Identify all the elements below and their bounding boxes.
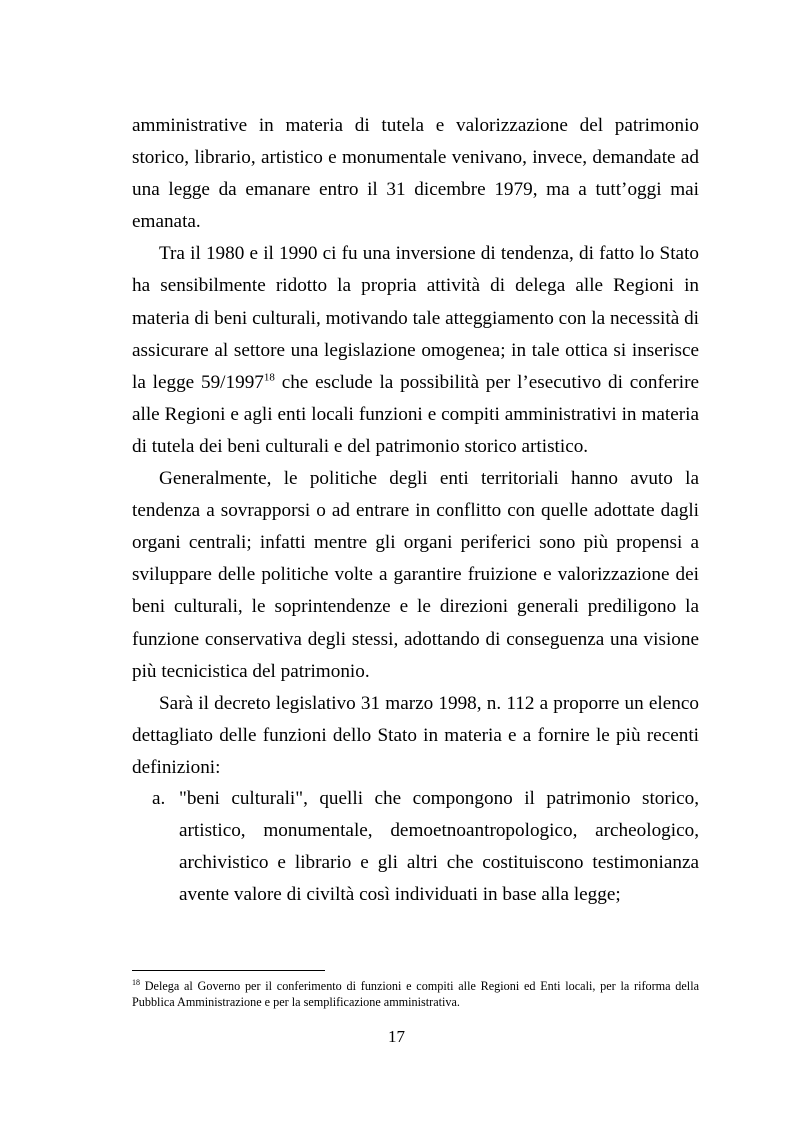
page-number: 17 <box>388 1027 405 1046</box>
paragraph-delegation-trend <box>132 238 699 463</box>
paragraph-territorial-policies: Generalmente, le politiche degli enti territoriali hanno avuto la tendenza a sovrapporsi o ad entrare in conflitto con quelle adottate dagli organi centrali; infatti mentre gli organi periferici sono più propensi a sviluppare delle politiche volte a garantire fruizione e valorizzazione dei beni culturali, le soprintendenze e le direzioni generali prediligono la funzione conservativa degli stessi, adottando di conseguenza una visione più tecnicistica del patrimonio. <box>132 468 699 682</box>
footnote-reference[interactable]: 18 <box>263 371 275 384</box>
footnote-text: Delega al Governo per il conferimento di funzioni e compiti alle Regioni ed Enti locali, per la riforma della Pubblica Amministrazione e per la semplificazione amministrativa. <box>132 979 699 1009</box>
footnote-number: 18 <box>132 977 140 987</box>
paragraph-text: che esclude la possibilità per l’esecutivo di conferire alle Regioni e agli enti locali funzioni e compiti amministrativi in materia di tutela dei beni culturali e del patrimonio storico artistico. <box>132 371 699 457</box>
list-marker: a. <box>152 788 166 809</box>
definitions-list <box>152 783 699 911</box>
paragraph-legislative-decree: Sarà il decreto legislativo 31 marzo 1998, n. 112 a proporre un elenco dettagliato delle funzioni dello Stato in materia e a fornire le più recenti definizioni: <box>132 692 699 778</box>
footnote-separator <box>132 970 325 971</box>
paragraph-text: Tra il 1980 e il 1990 ci fu una inversione di tendenza, di fatto lo Stato ha sensibilmente ridotto la propria attività di delega alle Regioni in materia di beni culturali, motivando tale atteggiamento con la necessità di assicurare al settore una legislazione omogenea; in tale ottica si inserisce la legge 59/1997 <box>132 243 699 393</box>
list-item <box>152 783 699 911</box>
paragraph-continuation: amministrative in materia di tutela e valorizzazione del patrimonio storico, librario, artistico e monumentale venivano, invece, demandate ad una legge da emanare entro il 31 dicembre 1979, ma a tutt’oggi mai emanata. <box>132 115 699 233</box>
list-item-text: "beni culturali", quelli che compongono il patrimonio storico, artistico, monumentale, demoetnoantropologico, archeologico, archivistico e librario e gli altri che costituiscono testimonianza avente valore di civiltà così individuati in base alla legge; <box>179 788 699 906</box>
body-text <box>132 110 699 784</box>
footnote <box>132 978 699 1010</box>
